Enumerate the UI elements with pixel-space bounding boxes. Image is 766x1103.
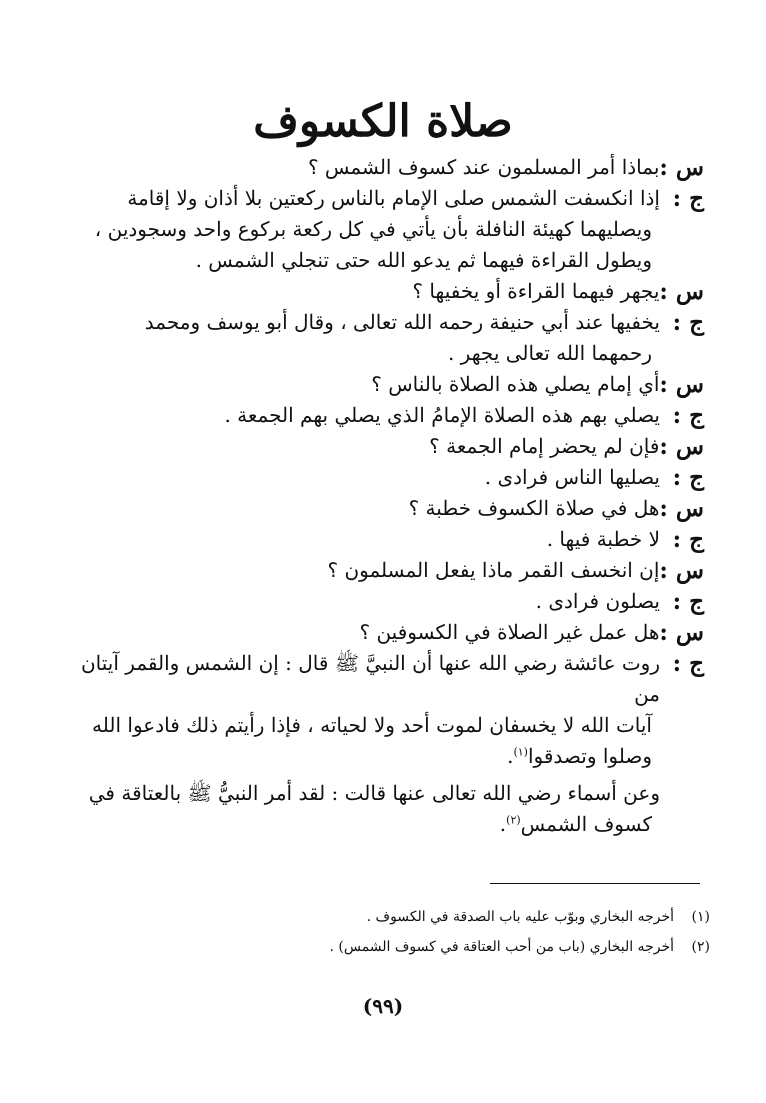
question-entry <box>74 369 704 400</box>
footnote <box>70 932 710 962</box>
text-line: أي إمام يصلي هذه الصلاة بالناس ؟ <box>371 372 660 396</box>
entry-text <box>74 369 659 400</box>
answer-entry <box>74 586 704 617</box>
entry-text <box>74 617 659 648</box>
footnote-text: أخرجه البخاري وبوّب عليه باب الصدقة في الكسوف . <box>366 909 674 925</box>
answer-entry <box>74 183 704 276</box>
footnote <box>70 902 710 932</box>
answer-entry <box>74 648 704 840</box>
footnote-ref: (٢) <box>506 813 521 827</box>
text-line <box>74 741 652 772</box>
line-text: وصلوا وتصدقوا <box>527 744 652 768</box>
question-marker: س : <box>659 433 704 460</box>
text-line: آيات الله لا يخسفان لموت أحد ولا لحياته ، فإذا رأيتم ذلك فادعوا الله <box>92 713 652 737</box>
question-entry <box>74 493 704 524</box>
entry-text <box>74 183 660 276</box>
text-line: فإن لم يحضر إمام الجمعة ؟ <box>429 434 660 458</box>
answer-marker: ج : <box>672 402 704 429</box>
footnote-number: (٢) <box>691 939 710 955</box>
footnote-ref: (١) <box>513 745 528 759</box>
answer-entry <box>74 462 704 493</box>
entry-text <box>74 586 660 617</box>
question-entry <box>74 152 704 183</box>
question-marker: س : <box>659 371 704 398</box>
entry-text <box>74 307 660 369</box>
text-line: لا خطبة فيها . <box>546 527 660 551</box>
entry-text <box>74 400 660 431</box>
entry-text <box>74 648 660 840</box>
text-line: إن انخسف القمر ماذا يفعل المسلمون ؟ <box>327 558 660 582</box>
text-line: ويصليهما كهيئة النافلة بأن يأتي في كل ركعة بركوع واحد وسجودين ، <box>94 217 652 241</box>
answer-marker: ج : <box>672 185 704 212</box>
period: . <box>499 812 507 836</box>
answer-entry <box>74 307 704 369</box>
answer-marker: ج : <box>672 309 704 336</box>
footnote-text: أخرجه البخاري (باب من أحب العتاقة في كسوف الشمس) . <box>329 939 674 955</box>
question-marker: س : <box>659 495 704 522</box>
question-entry <box>74 276 704 307</box>
qa-section <box>74 152 704 840</box>
entry-text <box>74 493 659 524</box>
question-entry <box>74 617 704 648</box>
text-line: يصلون فرادى . <box>535 589 660 613</box>
footnotes <box>70 902 710 962</box>
question-entry <box>74 431 704 462</box>
text-line <box>74 809 652 840</box>
text-line: يخفيها عند أبي حنيفة رحمه الله تعالى ، وقال أبو يوسف ومحمد <box>144 310 660 334</box>
text-line: هل عمل غير الصلاة في الكسوفين ؟ <box>359 620 660 644</box>
question-marker: س : <box>659 557 704 584</box>
footnote-divider <box>490 883 700 884</box>
question-marker: س : <box>659 278 704 305</box>
question-entry <box>74 555 704 586</box>
answer-marker: ج : <box>672 650 704 677</box>
text-line: يصليها الناس فرادى . <box>484 465 660 489</box>
answer-marker: ج : <box>672 464 704 491</box>
question-marker: س : <box>659 619 704 646</box>
entry-text <box>74 555 659 586</box>
text-line: روت عائشة رضي الله عنها أن النبيَّ ﷺ قال : إن الشمس والقمر آيتان من <box>80 651 660 706</box>
page-number: (٩٩) <box>362 994 404 1018</box>
text-line: وعن أسماء رضي الله تعالى عنها قالت : لقد أمر النبيُّ ﷺ بالعتاقة في <box>88 781 660 805</box>
text-line: يجهر فيهما القراءة أو يخفيها ؟ <box>412 279 660 303</box>
entry-text <box>74 524 660 555</box>
footnote-number: (١) <box>691 909 710 925</box>
text-line: ويطول القراءة فيهما ثم يدعو الله حتى تنجلي الشمس . <box>195 248 652 272</box>
text-line: يصلي بهم هذه الصلاة الإمامُ الذي يصلي بهم الجمعة . <box>224 403 660 427</box>
text-line: إذا انكسفت الشمس صلى الإمام بالناس ركعتين بلا أذان ولا إقامة <box>127 186 660 210</box>
answer-entry <box>74 400 704 431</box>
text-line: بماذا أمر المسلمون عند كسوف الشمس ؟ <box>307 155 660 179</box>
answer-entry <box>74 524 704 555</box>
text-line: هل في صلاة الكسوف خطبة ؟ <box>408 496 660 520</box>
answer-marker: ج : <box>672 526 704 553</box>
line-text: كسوف الشمس <box>520 812 652 836</box>
text-line: رحمهما الله تعالى يجهر . <box>447 341 652 365</box>
entry-text <box>74 431 659 462</box>
question-marker: س : <box>659 154 704 181</box>
page-title: صلاة الكسوف <box>253 96 513 147</box>
entry-text <box>74 152 659 183</box>
entry-text <box>74 462 660 493</box>
period: . <box>507 744 514 768</box>
entry-text <box>74 276 659 307</box>
answer-marker: ج : <box>672 588 704 615</box>
